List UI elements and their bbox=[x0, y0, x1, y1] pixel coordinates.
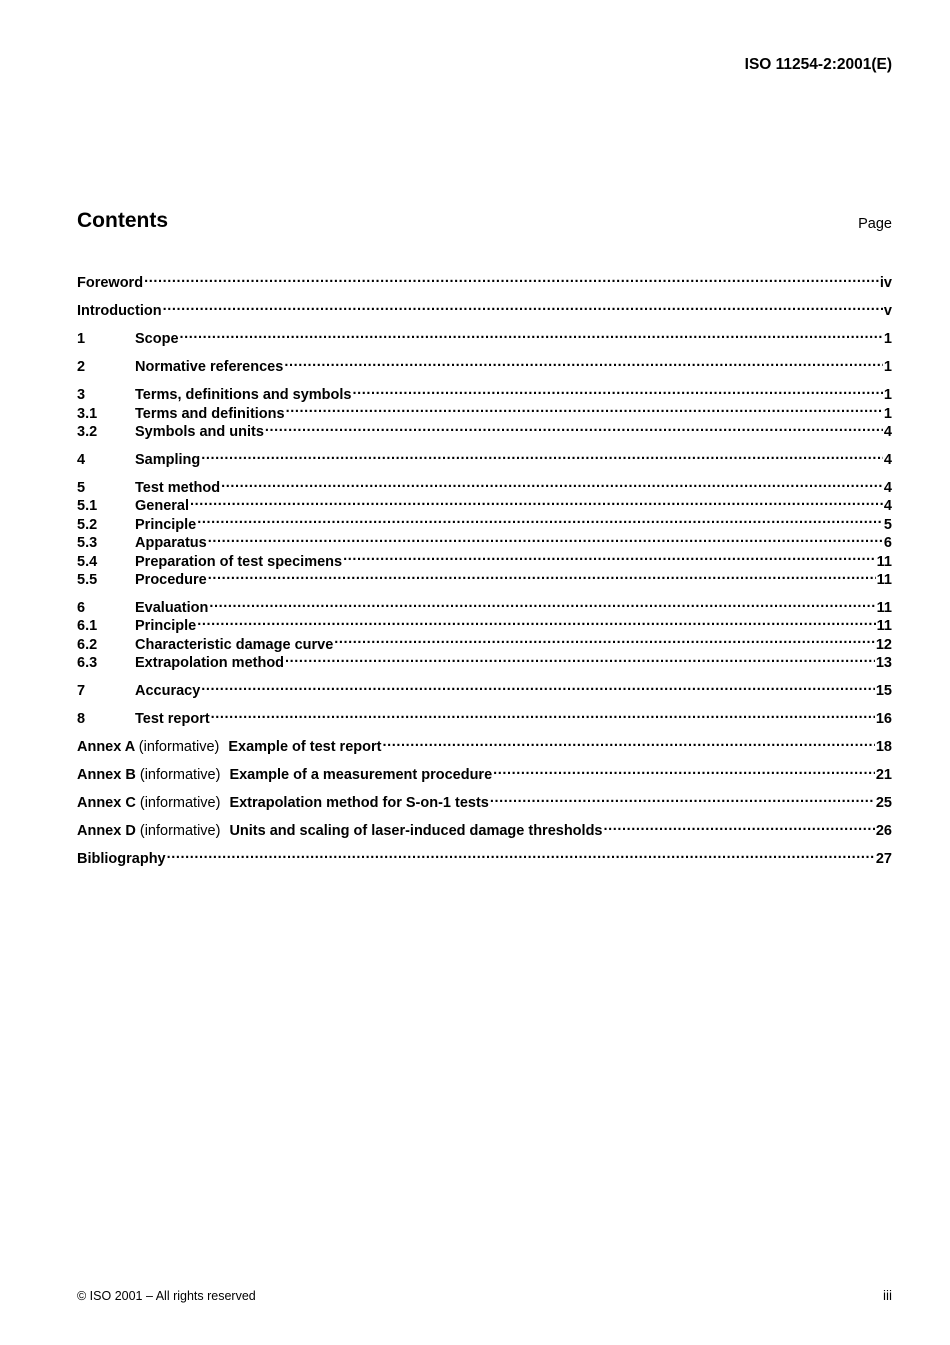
toc-entry-title: Normative references bbox=[135, 359, 284, 376]
toc-entry-number: 5.4 bbox=[77, 553, 98, 570]
toc-entry-5-3[interactable] bbox=[77, 529, 892, 552]
dot-leader bbox=[197, 612, 875, 630]
table-of-contents bbox=[77, 269, 892, 868]
annex-label bbox=[77, 738, 219, 756]
toc-entry-number: 5.3 bbox=[77, 535, 98, 552]
toc-entry-page: 4 bbox=[883, 480, 892, 497]
toc-entry-page: 6 bbox=[883, 535, 892, 552]
toc-entry-title: Example of a measurement procedure bbox=[229, 767, 493, 784]
footer-page-number: iii bbox=[883, 1288, 892, 1303]
toc-entry-title: Foreword bbox=[77, 275, 144, 292]
footer-copyright: © ISO 2001 – All rights reserved bbox=[77, 1289, 256, 1303]
annex-letter: Annex B bbox=[77, 767, 136, 784]
dot-leader bbox=[201, 677, 875, 695]
toc-entry-page: 26 bbox=[875, 823, 892, 840]
toc-entry-title: Extrapolation method bbox=[135, 655, 285, 672]
toc-entry-number: 5 bbox=[77, 480, 86, 497]
toc-entry-6[interactable] bbox=[77, 594, 892, 617]
toc-entry-page: 1 bbox=[883, 331, 892, 348]
toc-entry-5-1[interactable] bbox=[77, 492, 892, 515]
page-column-label: Page bbox=[858, 216, 892, 232]
toc-entry-6-1[interactable] bbox=[77, 612, 892, 635]
toc-entry-title: Bibliography bbox=[77, 851, 166, 868]
dot-leader bbox=[208, 566, 876, 584]
toc-entry-page: 25 bbox=[875, 795, 892, 812]
toc-annex-c[interactable] bbox=[77, 789, 892, 812]
annex-note: (informative) bbox=[139, 767, 221, 784]
toc-entry-number: 3.2 bbox=[77, 424, 98, 441]
toc-entry-page: 11 bbox=[876, 600, 892, 617]
dot-leader bbox=[163, 297, 883, 315]
annex-letter: Annex C bbox=[77, 795, 136, 812]
dot-leader bbox=[286, 399, 883, 417]
toc-entry-number: 6 bbox=[77, 600, 86, 617]
toc-entry-page: 12 bbox=[875, 636, 892, 653]
toc-entry-title: Example of test report bbox=[228, 739, 382, 756]
toc-annex-a[interactable] bbox=[77, 733, 892, 756]
dot-leader bbox=[211, 705, 875, 723]
toc-entry-page: 11 bbox=[876, 618, 892, 635]
dot-leader bbox=[265, 418, 883, 436]
dot-leader bbox=[208, 529, 883, 547]
dot-leader bbox=[343, 547, 876, 565]
toc-entry-number: 5.5 bbox=[77, 572, 98, 589]
dot-leader bbox=[144, 269, 879, 287]
toc-entry-6-2[interactable] bbox=[77, 630, 892, 653]
annex-letter: Annex D bbox=[77, 823, 136, 840]
dot-leader bbox=[382, 733, 874, 751]
toc-entry-title: Principle bbox=[135, 618, 197, 635]
annex-note: (informative) bbox=[138, 739, 220, 756]
toc-entry-2[interactable] bbox=[77, 353, 892, 376]
dot-leader bbox=[490, 789, 875, 807]
toc-entry-title: Procedure bbox=[135, 572, 207, 589]
toc-entry-title: General bbox=[135, 498, 189, 515]
toc-entry-title: Principle bbox=[135, 516, 197, 533]
dot-leader bbox=[221, 474, 883, 492]
toc-entry-page: 18 bbox=[875, 739, 892, 756]
toc-entry-number: 5.1 bbox=[77, 498, 98, 515]
toc-entry-1[interactable] bbox=[77, 325, 892, 348]
dot-leader bbox=[190, 492, 883, 510]
toc-entry-number: 1 bbox=[77, 331, 86, 348]
toc-entry-page: iv bbox=[879, 275, 892, 292]
toc-entry-page: 15 bbox=[875, 683, 892, 700]
toc-entry-7[interactable] bbox=[77, 677, 892, 700]
dot-leader bbox=[167, 845, 875, 863]
toc-entry-title: Terms, definitions and symbols bbox=[135, 387, 352, 404]
toc-entry-number: 8 bbox=[77, 711, 86, 728]
page-title: Contents bbox=[77, 209, 168, 232]
toc-entry-title: Accuracy bbox=[135, 683, 201, 700]
toc-entry-page: 16 bbox=[875, 711, 892, 728]
toc-entry-title: Extrapolation method for S-on-1 tests bbox=[229, 795, 489, 812]
toc-entry-page: 4 bbox=[883, 424, 892, 441]
toc-entry-title: Sampling bbox=[135, 452, 201, 469]
toc-entry-page: 4 bbox=[883, 452, 892, 469]
toc-entry-page: 13 bbox=[875, 655, 892, 672]
toc-entry-5-2[interactable] bbox=[77, 510, 892, 533]
toc-entry-number: 5.2 bbox=[77, 516, 98, 533]
toc-entry-number: 3.1 bbox=[77, 405, 98, 422]
toc-entry-3[interactable] bbox=[77, 381, 892, 404]
dot-leader bbox=[352, 381, 882, 399]
annex-note: (informative) bbox=[139, 823, 221, 840]
dot-leader bbox=[180, 325, 883, 343]
toc-entry-title: Terms and definitions bbox=[135, 405, 285, 422]
toc-entry-bibliography[interactable] bbox=[77, 845, 892, 868]
toc-entry-title: Scope bbox=[135, 331, 179, 348]
annex-letter: Annex A bbox=[77, 739, 135, 756]
annex-label bbox=[77, 794, 220, 812]
document-id: ISO 11254-2:2001(E) bbox=[744, 56, 892, 73]
annex-note: (informative) bbox=[139, 795, 221, 812]
toc-entry-number: 6.3 bbox=[77, 655, 98, 672]
toc-entry-foreword[interactable] bbox=[77, 269, 892, 292]
toc-annex-b[interactable] bbox=[77, 761, 892, 784]
toc-entry-4[interactable] bbox=[77, 446, 892, 469]
toc-entry-page: 4 bbox=[883, 498, 892, 515]
toc-entry-title: Evaluation bbox=[135, 600, 209, 617]
toc-entry-page: 5 bbox=[883, 516, 892, 533]
dot-leader bbox=[493, 761, 875, 779]
toc-entry-page: 11 bbox=[876, 572, 892, 589]
toc-entry-page: 1 bbox=[883, 405, 892, 422]
toc-entry-title: Introduction bbox=[77, 303, 162, 320]
toc-entry-5[interactable] bbox=[77, 474, 892, 497]
dot-leader bbox=[201, 446, 883, 464]
toc-entry-page: 27 bbox=[875, 851, 892, 868]
toc-entry-title: Characteristic damage curve bbox=[135, 636, 334, 653]
annex-label bbox=[77, 766, 220, 784]
toc-entry-title: Apparatus bbox=[135, 535, 207, 552]
toc-entry-title: Test method bbox=[135, 480, 221, 497]
dot-leader bbox=[209, 594, 875, 612]
toc-entry-number: 7 bbox=[77, 683, 86, 700]
annex-label bbox=[77, 822, 220, 840]
toc-entry-title: Preparation of test specimens bbox=[135, 553, 343, 570]
toc-entry-page: 11 bbox=[876, 553, 892, 570]
toc-entry-page: v bbox=[883, 303, 892, 320]
toc-entry-page: 21 bbox=[875, 767, 892, 784]
toc-entry-title: Units and scaling of laser-induced damage thresholds bbox=[229, 823, 603, 840]
toc-entry-number: 6.2 bbox=[77, 636, 98, 653]
toc-entry-number: 2 bbox=[77, 359, 86, 376]
toc-entry-number: 6.1 bbox=[77, 618, 98, 635]
toc-entry-introduction[interactable] bbox=[77, 297, 892, 320]
toc-entry-page: 1 bbox=[883, 359, 892, 376]
dot-leader bbox=[285, 649, 875, 667]
toc-entry-number: 3 bbox=[77, 387, 86, 404]
toc-entry-title: Symbols and units bbox=[135, 424, 264, 441]
toc-entry-8[interactable] bbox=[77, 705, 892, 728]
toc-entry-page: 1 bbox=[883, 387, 892, 404]
toc-annex-d[interactable] bbox=[77, 817, 892, 840]
toc-entry-number: 4 bbox=[77, 452, 86, 469]
dot-leader bbox=[197, 510, 883, 528]
dot-leader bbox=[284, 353, 883, 371]
dot-leader bbox=[604, 817, 875, 835]
dot-leader bbox=[334, 630, 875, 648]
toc-entry-title: Test report bbox=[135, 711, 210, 728]
